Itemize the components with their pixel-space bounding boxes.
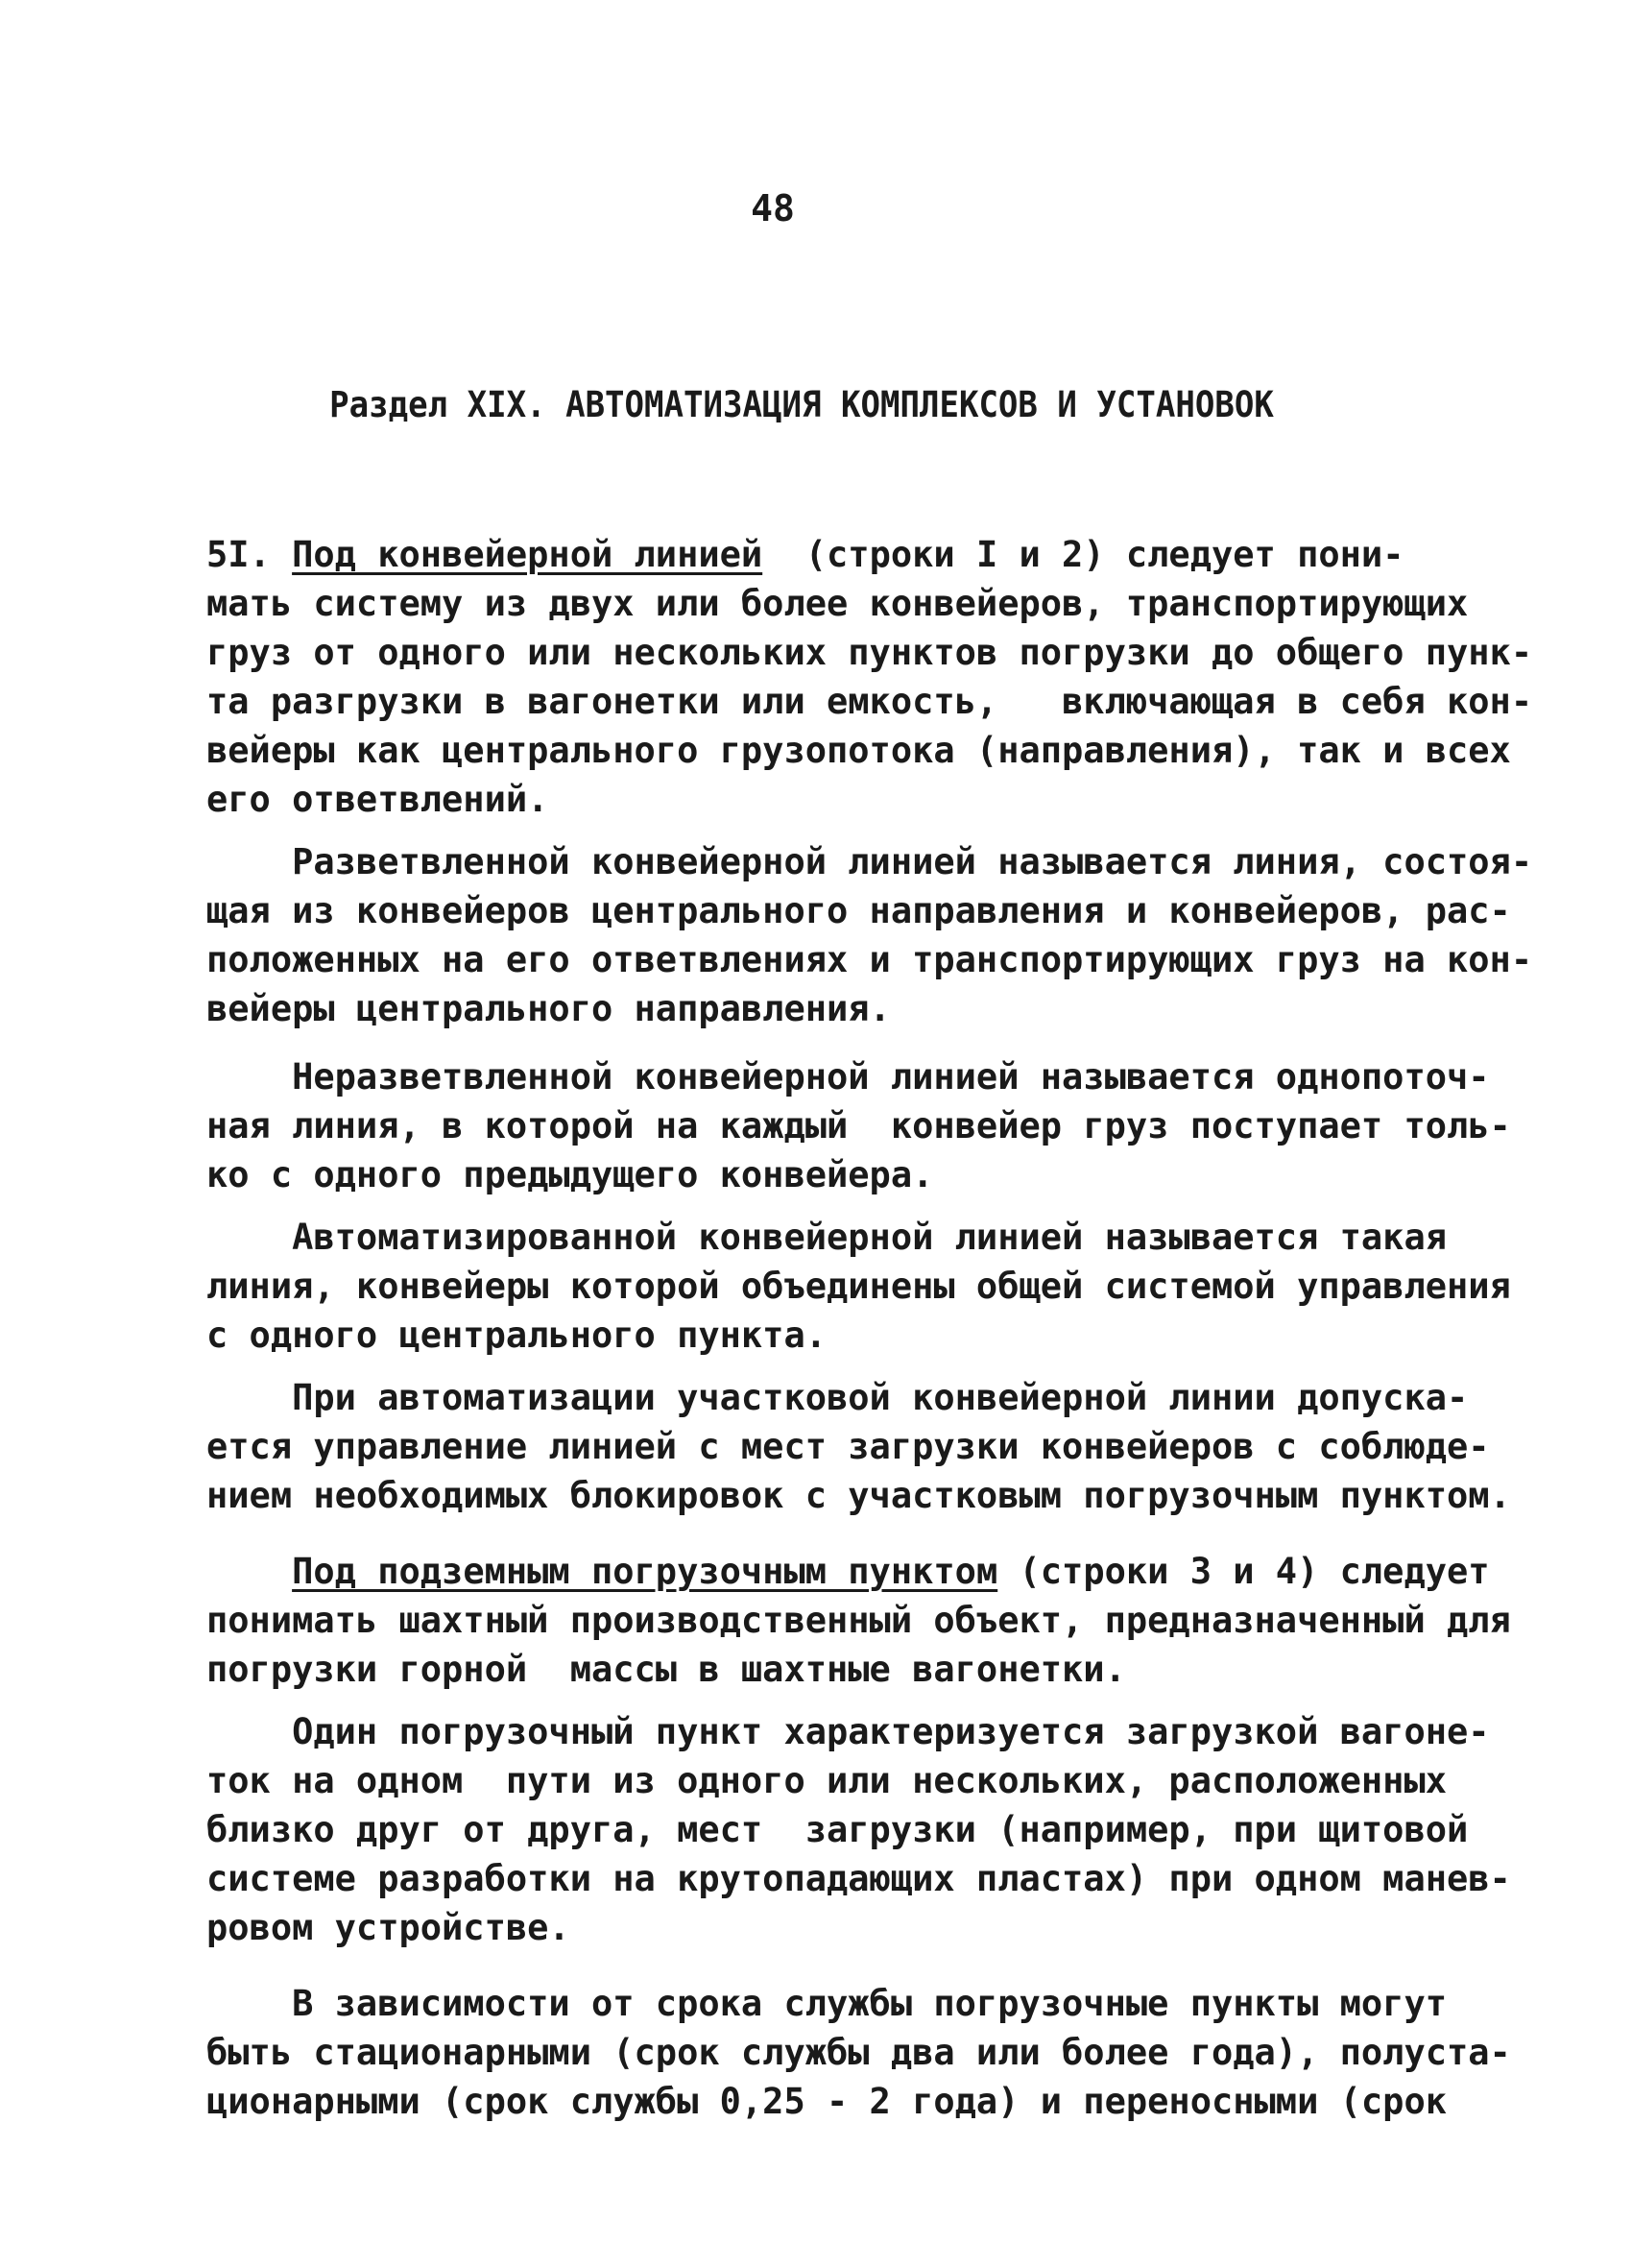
text-line: щая из конвейеров центрального направления и конвейеров, рас- bbox=[206, 890, 1511, 931]
term-loading-point: Под подземным погрузочным пунктом bbox=[292, 1551, 998, 1592]
text-line bbox=[206, 1547, 1490, 1596]
page-number: 48 bbox=[751, 187, 795, 229]
paragraph-loading-point bbox=[206, 1547, 1511, 1694]
text-line: Автоматизированной конвейерной линией называется такая bbox=[206, 1217, 1448, 1258]
body-text bbox=[206, 530, 1533, 2126]
text-line: ется управление линией с мест загрузки конвейеров с соблюде- bbox=[206, 1426, 1490, 1467]
paragraph-service-life bbox=[206, 1979, 1511, 2126]
text-line: мать систему из двух или более конвейеров, транспортирующих bbox=[206, 583, 1469, 624]
clause-number: 5I. bbox=[206, 534, 293, 575]
text-line bbox=[206, 530, 1483, 579]
text-line: При автоматизации участковой конвейерной линии допуска- bbox=[206, 1377, 1469, 1418]
term-conveyor-line: Под конвейерной линией bbox=[292, 534, 763, 575]
text-line: та разгрузки в вагонетки или емкость, включающая в себя кон- bbox=[206, 681, 1533, 722]
text-line: ная линия, в которой на каждый конвейер груз поступает толь- bbox=[206, 1105, 1511, 1146]
paragraph-branched-line bbox=[206, 837, 1533, 1033]
text-line: Неразветвленной конвейерной линией называется однопоточ- bbox=[206, 1056, 1490, 1098]
text-line: нием необходимых блокировок с участковым погрузочным пунктом. bbox=[206, 1475, 1511, 1516]
text-line: положенных на его ответвлениях и транспортирующих груз на кон- bbox=[206, 939, 1533, 980]
paragraph-sector-automation bbox=[206, 1373, 1511, 1520]
text-line: ровом устройстве. bbox=[206, 1907, 570, 1948]
text-line: вейеры как центрального грузопотока (направления), так и всех bbox=[206, 730, 1511, 771]
text-line: ко с одного предыдущего конвейера. bbox=[206, 1154, 934, 1195]
text-line: ционарными (срок службы 0,25 - 2 года) и переносными (срок bbox=[206, 2081, 1448, 2122]
text-line: системе разработки на крутопадающих пластах) при одном манев- bbox=[206, 1858, 1511, 1899]
text-line: ток на одном пути из одного или нескольких, расположенных bbox=[206, 1760, 1448, 1801]
text-line: груз от одного или нескольких пунктов погрузки до общего пунк- bbox=[206, 632, 1533, 673]
text-line: Один погрузочный пункт характеризуется загрузкой вагоне- bbox=[206, 1711, 1490, 1752]
text-fragment: (строки I и 2) следует пони- bbox=[762, 534, 1404, 575]
paragraph-unbranched-line bbox=[206, 1052, 1511, 1199]
text-line: его ответвлений. bbox=[206, 779, 549, 820]
text-line: быть стационарными (срок службы два или более года), полуста- bbox=[206, 2032, 1511, 2073]
paragraph-51 bbox=[206, 530, 1533, 824]
section-title: Раздел XIX. АВТОМАТИЗАЦИЯ КОМПЛЕКСОВ И УСТАНОВОК bbox=[329, 384, 1274, 425]
text-line: понимать шахтный производственный объект, предназначенный для bbox=[206, 1600, 1511, 1641]
text-line: погрузки горной массы в шахтные вагонетки. bbox=[206, 1649, 1126, 1690]
text-line: линия, конвейеры которой объединены общей системой управления bbox=[206, 1266, 1511, 1307]
text-line: В зависимости от срока службы погрузочные пункты могут bbox=[206, 1983, 1448, 2024]
text-line: близко друг от друга, мест загрузки (например, при щитовой bbox=[206, 1809, 1469, 1850]
text-fragment: (строки 3 и 4) следует bbox=[997, 1551, 1490, 1592]
paragraph-automated-line bbox=[206, 1213, 1511, 1360]
text-line: вейеры центрального направления. bbox=[206, 988, 891, 1029]
text-line: Разветвленной конвейерной линией называется линия, состоя- bbox=[206, 841, 1533, 882]
paragraph-single-loading-point bbox=[206, 1707, 1511, 1952]
text-line: с одного центрального пункта. bbox=[206, 1315, 828, 1356]
